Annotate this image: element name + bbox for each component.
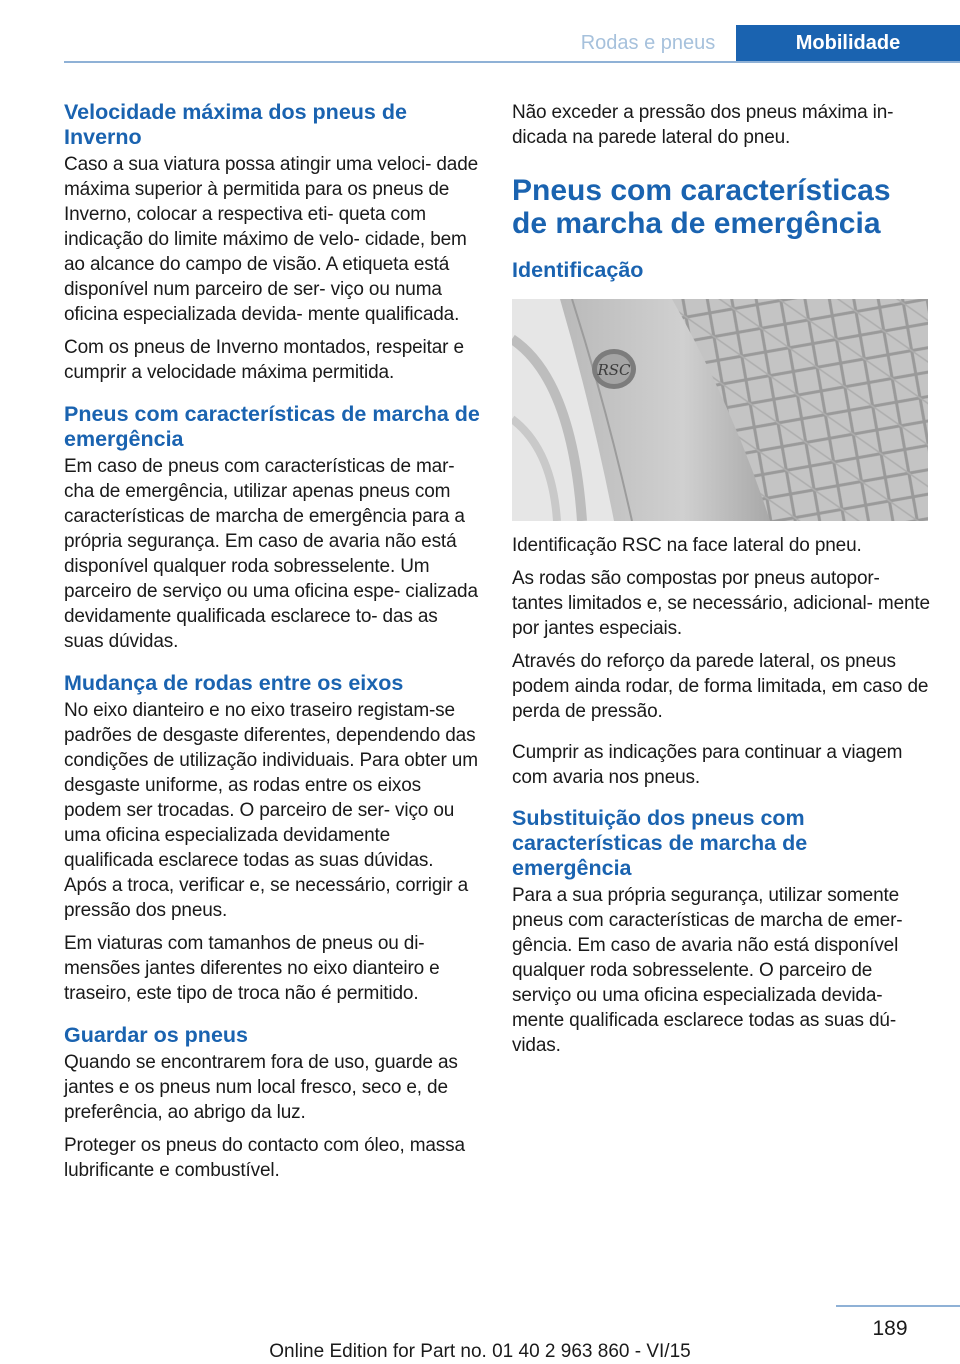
footer-edition: Online Edition for Part no. 01 40 2 963 860 - VI/15 bbox=[269, 1341, 691, 1362]
paragraph: As rodas são compostas por pneus autopor‐ tantes limitados e, se necessário, adicional‐ mente por jantes especiais. bbox=[512, 568, 930, 639]
header-divider bbox=[64, 61, 960, 63]
paragraph: Quando se encontrarem fora de uso, guarde as jantes e os pneus num local fresco, seco e, de preferência, ao abrigo da luz. bbox=[64, 1052, 458, 1123]
page-number: 189 bbox=[872, 1317, 908, 1340]
rsc-logo-text: RSC bbox=[597, 361, 631, 379]
rsc-tyre-illustration bbox=[512, 299, 928, 521]
section-winter-speed bbox=[64, 100, 480, 385]
main-title: Pneus com características de marcha de emergência bbox=[512, 174, 891, 240]
paragraph: No eixo dianteiro e no eixo traseiro registam-se padrões de desgaste diferentes, dependendo das condições de utilização individuais. Para obter um desgaste uniforme, as rodas entre os eixos podem ser trocadas. O parceiro de ser‐ viço ou uma oficina especializada devidamente qualificada esclarece todas as suas dúvidas. Após a troca, verificar e, se necessário, corrigir a pressão dos pneus. bbox=[64, 700, 478, 921]
header-section-tab[interactable]: Rodas e pneus bbox=[580, 32, 716, 54]
paragraph: Em viaturas com tamanhos de pneus ou di‐ mensões jantes diferentes no eixo dianteiro e traseiro, este tipo de troca não é permitido. bbox=[64, 933, 440, 1004]
section-wheel-rotation bbox=[64, 671, 480, 1006]
section-title: Velocidade máxima dos pneus de Inverno bbox=[64, 100, 407, 149]
paragraph: Cumprir as indicações para continuar a viagem com avaria nos pneus. bbox=[512, 742, 903, 788]
intro-paragraph: Não exceder a pressão dos pneus máxima in‐ dicada na parede lateral do pneu. bbox=[512, 102, 894, 148]
section-title: Pneus com características de marcha de emergência bbox=[64, 402, 480, 451]
section-title: Mudança de rodas entre os eixos bbox=[64, 671, 404, 695]
right-column bbox=[512, 100, 930, 1075]
paragraph: Caso a sua viatura possa atingir uma veloci‐ dade máxima superior à permitida para os pneus de Inverno, colocar a respectiva eti‐ queta com indicação do limite máximo de velo‐ cidade, bem ao alcance do campo de visão. A etiqueta está disponível num parceiro de ser‐ viço ou numa oficina especializada devida‐ mente qualificada. bbox=[64, 154, 479, 325]
paragraph: Através do reforço da parede lateral, os pneus podem ainda rodar, de forma limitada, em caso de perda de pressão. bbox=[512, 651, 929, 722]
section-tyre-storage bbox=[64, 1023, 480, 1183]
paragraph: Em caso de pneus com características de mar‐ cha de emergência, utilizar apenas pneus com características de marcha de emergência para a própria segurança. Em caso de avaria não está disponível qualquer roda sobresselente. Um parceiro de serviço ou uma oficina espe‐ cializada devidamente qualificada esclarece to‐ das as suas dúvidas. bbox=[64, 456, 478, 652]
figure-caption: Identificação RSC na face lateral do pneu. bbox=[512, 535, 862, 556]
paragraph: Com os pneus de Inverno montados, respeitar e cumprir a velocidade máxima permitida. bbox=[64, 337, 464, 383]
section-title: Guardar os pneus bbox=[64, 1023, 248, 1047]
section-runflat-replacement bbox=[512, 806, 930, 1058]
section-runflat-tyres bbox=[64, 402, 480, 654]
section-title-identification: Identificação bbox=[512, 258, 644, 282]
header-chapter-tab[interactable]: Mobilidade bbox=[736, 25, 960, 61]
page-number-divider bbox=[836, 1305, 960, 1307]
paragraph: Para a sua própria segurança, utilizar somente pneus com características de marcha de emer‐ gência. Em caso de avaria não está disponível qualquer roda sobresselente. O parceiro de serviço ou uma oficina especializada devida‐ mente qualificada esclarece todas as suas dú‐ vidas. bbox=[512, 885, 903, 1056]
section-title: Substituição dos pneus com características de marcha de emergência bbox=[512, 806, 808, 880]
left-column bbox=[64, 100, 480, 1200]
paragraph: Proteger os pneus do contacto com óleo, massa lubrificante e combustível. bbox=[64, 1135, 465, 1181]
